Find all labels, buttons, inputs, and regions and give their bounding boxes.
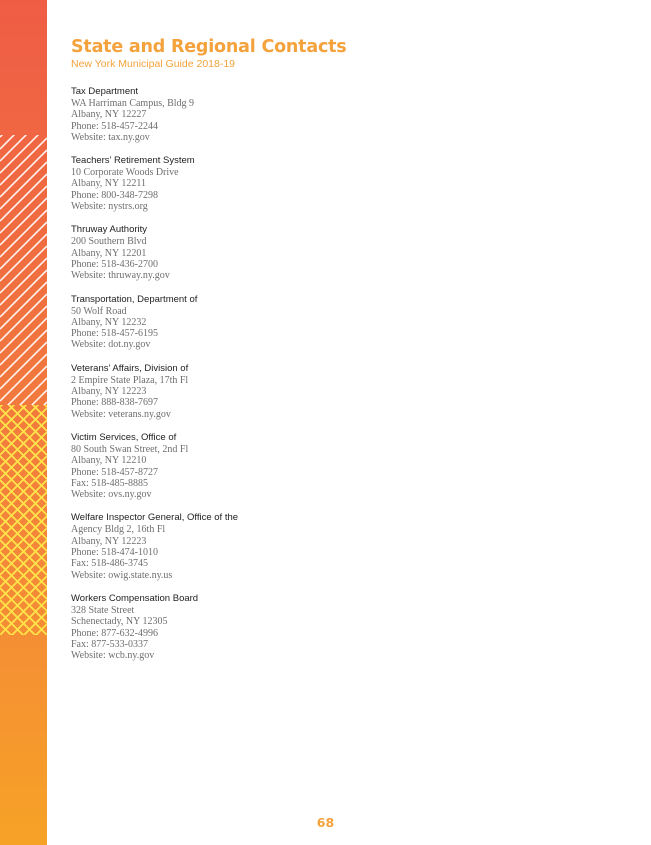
contact-address: WA Harriman Campus, Bldg 9 — [71, 98, 195, 109]
contact-city: Albany, NY 12210 — [71, 455, 147, 467]
contact-city: Albany, NY 12232 — [71, 316, 147, 328]
contact-city: Albany, NY 12201 — [71, 247, 147, 259]
contact-website: Website: owig.state.ny.us — [71, 569, 173, 581]
page-header — [71, 36, 347, 71]
stripe-line — [0, 438, 47, 485]
stripe-pattern — [0, 0, 47, 845]
contact-fax: Fax: 518-486-3745 — [71, 558, 148, 570]
crosshatch-line — [0, 672, 47, 719]
crosshatch-line — [0, 636, 47, 683]
stripe-line — [0, 210, 47, 257]
contact-name: Teachers’ Retirement System — [71, 155, 195, 167]
crosshatch-line — [0, 684, 47, 731]
page-number-container — [0, 815, 651, 830]
stripe-line — [0, 138, 47, 185]
contact-name: Transportation, Department of — [71, 293, 198, 305]
contacts-list — [71, 86, 491, 673]
decorative-side-band — [0, 0, 47, 845]
contact-city: Albany, NY 12223 — [71, 535, 147, 547]
contact-phone: Phone: 888-838-7697 — [71, 397, 158, 409]
contact-name: Workers Compensation Board — [71, 592, 199, 604]
crosshatch-line — [0, 660, 47, 707]
stripe-line — [0, 90, 47, 137]
page-title: State and Regional Contacts — [71, 37, 347, 57]
contact-name: Tax Department — [71, 86, 139, 97]
contact-phone: Phone: 518-436-2700 — [71, 258, 158, 270]
contact-city: Albany, NY 12211 — [71, 178, 146, 190]
contact-website: Website: ovs.ny.gov — [71, 489, 152, 501]
crosshatch-line — [0, 660, 47, 707]
contact-entry — [71, 432, 491, 500]
stripe-line — [0, 102, 47, 149]
stripe-line — [0, 378, 47, 425]
page-number: 68 — [316, 815, 335, 830]
contact-website: Website: wcb.ny.gov — [71, 650, 155, 662]
stripe-line — [0, 366, 47, 413]
stripe-line — [0, 294, 47, 341]
crosshatch-line — [0, 684, 47, 731]
contact-address: 328 State Street — [71, 604, 135, 616]
contact-website: Website: tax.ny.gov — [71, 131, 150, 143]
contact-phone: Phone: 800-348-7298 — [71, 189, 158, 201]
contact-entry — [71, 86, 491, 143]
stripe-line — [0, 354, 47, 401]
stripe-line — [0, 306, 47, 353]
contact-phone: Phone: 518-457-2244 — [71, 120, 158, 132]
contact-phone: Phone: 518-457-8727 — [71, 466, 158, 478]
contact-website: Website: nystrs.org — [71, 201, 148, 213]
contact-address: Agency Bldg 2, 16th Fl — [71, 524, 166, 536]
stripe-line — [0, 162, 47, 209]
contact-city: Albany, NY 12223 — [71, 386, 147, 398]
contact-entry — [71, 224, 491, 281]
contact-name: Veterans’ Affairs, Division of — [71, 362, 189, 374]
contact-phone: Phone: 877-632-4996 — [71, 627, 158, 639]
stripe-line — [0, 234, 47, 281]
contact-name: Welfare Inspector General, Office of the — [71, 512, 239, 524]
stripe-line — [0, 174, 47, 221]
crosshatch-line — [0, 636, 47, 683]
crosshatch-line — [0, 672, 47, 719]
stripe-line — [0, 198, 47, 245]
contact-website: Website: thruway.ny.gov — [71, 270, 170, 282]
stripe-line — [0, 222, 47, 269]
contact-name: Victim Services, Office of — [71, 431, 177, 443]
contact-website: Website: veterans.ny.gov — [71, 408, 171, 420]
contact-city: Albany, NY 12227 — [71, 109, 147, 121]
crosshatch-line — [0, 648, 47, 695]
contact-address: 50 Wolf Road — [71, 305, 127, 317]
stripe-line — [0, 450, 47, 497]
contact-address: 10 Corporate Woods Drive — [71, 167, 179, 179]
contact-phone: Phone: 518-474-1010 — [71, 547, 158, 559]
contact-entry — [71, 512, 491, 580]
stripe-line — [0, 342, 47, 389]
contact-entry — [71, 593, 491, 661]
stripe-line — [0, 402, 47, 449]
contact-website: Website: dot.ny.gov — [71, 339, 151, 351]
crosshatch-line — [0, 360, 47, 407]
stripe-line — [0, 114, 47, 161]
stripe-line — [0, 318, 47, 365]
contact-city: Schenectady, NY 12305 — [71, 616, 168, 628]
stripe-line — [0, 414, 47, 461]
stripe-line — [0, 126, 47, 173]
contact-name: Thruway Authority — [71, 224, 148, 236]
stripe-line — [0, 390, 47, 437]
contact-fax: Fax: 518-485-8885 — [71, 477, 148, 489]
crosshatch-line — [0, 648, 47, 695]
contact-entry — [71, 363, 491, 420]
contact-entry — [71, 155, 491, 212]
stripe-line — [0, 270, 47, 317]
contact-address: 2 Empire State Plaza, 17th Fl — [71, 374, 189, 386]
contact-address: 200 Southern Blvd — [71, 236, 147, 248]
contact-address: 80 South Swan Street, 2nd Fl — [71, 443, 189, 455]
page-subtitle: New York Municipal Guide 2018-19 — [71, 58, 236, 70]
contact-fax: Fax: 877-533-0337 — [71, 638, 148, 650]
crosshatch-line — [0, 360, 47, 407]
stripe-line — [0, 246, 47, 293]
contact-phone: Phone: 518-457-6195 — [71, 328, 158, 340]
stripe-line — [0, 426, 47, 473]
contact-entry — [71, 294, 491, 351]
stripe-line — [0, 186, 47, 233]
stripe-line — [0, 258, 47, 305]
stripe-line — [0, 282, 47, 329]
stripe-line — [0, 150, 47, 197]
stripe-line — [0, 330, 47, 377]
